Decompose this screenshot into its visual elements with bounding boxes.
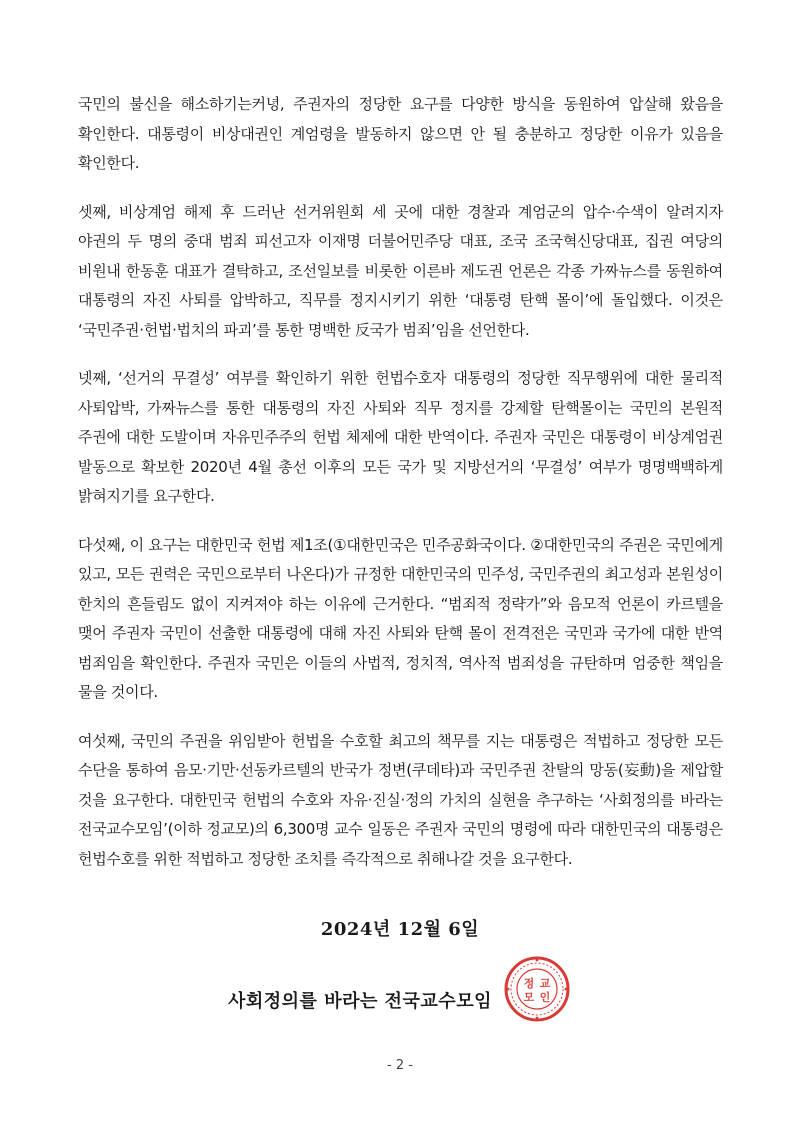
svg-text:모: 모 <box>523 991 535 1004</box>
paragraph-fifth: 다섯째, 이 요구는 대한민국 헌법 제1조(①대한민국은 민주공화국이다. ②대한민국의 주권은 국민에게 있고, 모든 권력은 국민으로부터 나온다)가 규정한 대한민국의 민주성, 국민주권의 최고성과 본원성이 한치의 흔들림도 없이 지켜져야 하는 이유에 근거한다. “범죄적 정략가”와 음모적 언론이 카르텔을 맺어 주권자 국민이 선출한 대통령에 대해 자진 사퇴와 탄핵 몰이 전격전은 국민과 국가에 대한 반역 범죄임을 확인한다. 주권자 국민은 이들의 사법적, 정치적, 역사적 범죄성을 규탄하며 엄중한 책임을 물을 것이다. <box>78 535 723 701</box>
document-date: 2024년 12월 6일 <box>320 919 480 940</box>
paragraph-continuation: 국민의 불신을 해소하기는커녕, 주권자의 정당한 요구를 다양한 방식을 동원하여 압살해 왔음을 확인한다. 대통령이 비상대권인 계엄령을 발동하지 않으면 안 될 충분하고 정당한 이유가 있음을 확인한다. <box>78 95 723 172</box>
paragraph-third: 셋째, 비상계엄 해제 후 드러난 선거위원회 세 곳에 대한 경찰과 계엄군의 압수·수색이 알려지자 야권의 두 명의 중대 범죄 피선고자 이재명 더불어민주당 대표, 조국 조국혁신당대표, 집권 여당의 비원내 한동훈 대표가 결탁하고, 조선일보를 비롯한 이른바 제도권 언론은 각종 가짜뉴스를 동원하여 대통령의 자진 사퇴를 압박하고, 직무를 정지시키기 위한 ‘대통령 탄핵 몰이’에 돌입했다. 이것은 ‘국민주권·헌법·법치의 파괴’를 통한 명백한 反국가 범죄’임을 선언한다. <box>78 202 723 339</box>
svg-text:교: 교 <box>539 977 551 990</box>
statement-body <box>78 90 723 893</box>
paragraph-fourth: 넷째, ‘선거의 무결성’ 여부를 확인하기 위한 헌법수호자 대통령의 정당한 직무행위에 대한 물리적 사퇴압박, 가짜뉴스를 통한 대통령의 자진 사퇴와 직무 정지를 강제할 탄핵몰이는 국민의 본원적 주권에 대한 도발이며 자유민주주의 헌법 체제에 대한 반역이다. 주권자 국민은 대통령이 비상계엄권 발동으로 확보한 2020년 4월 총선 이후의 모든 국가 및 지방선거의 ‘무결성’ 여부가 명명백백하게 밝혀지기를 요구한다. <box>78 369 723 505</box>
page-number: - 2 - <box>387 1058 413 1073</box>
svg-text:인: 인 <box>539 991 551 1004</box>
paragraph-sixth: 여섯째, 국민의 주권을 위임받아 헌법을 수호할 최고의 책무를 지는 대통령은 적법하고 정당한 모든 수단을 통하여 음모·기만·선동카르텔의 반국가 정변(쿠데타)과 국민주권 찬탈의 망동(妄動)을 제압할 것을 요구한다. 대한민국 헌법의 수호와 자유·진실·정의 가치의 실현을 추구하는 ‘사회정의를 바라는 전국교수모임’(이하 정교모)의 6,300명 교수 일동은 주권자 국민의 명령에 따라 대한민국의 대통령은 헌법수호를 위한 적법하고 정당한 조치를 즉각적으로 취해나갈 것을 요구한다. <box>78 731 723 868</box>
official-seal-stamp <box>503 955 571 1023</box>
svg-text:정: 정 <box>523 977 535 990</box>
organization-signature: 사회정의를 바라는 전국교수모임 <box>228 991 492 1012</box>
